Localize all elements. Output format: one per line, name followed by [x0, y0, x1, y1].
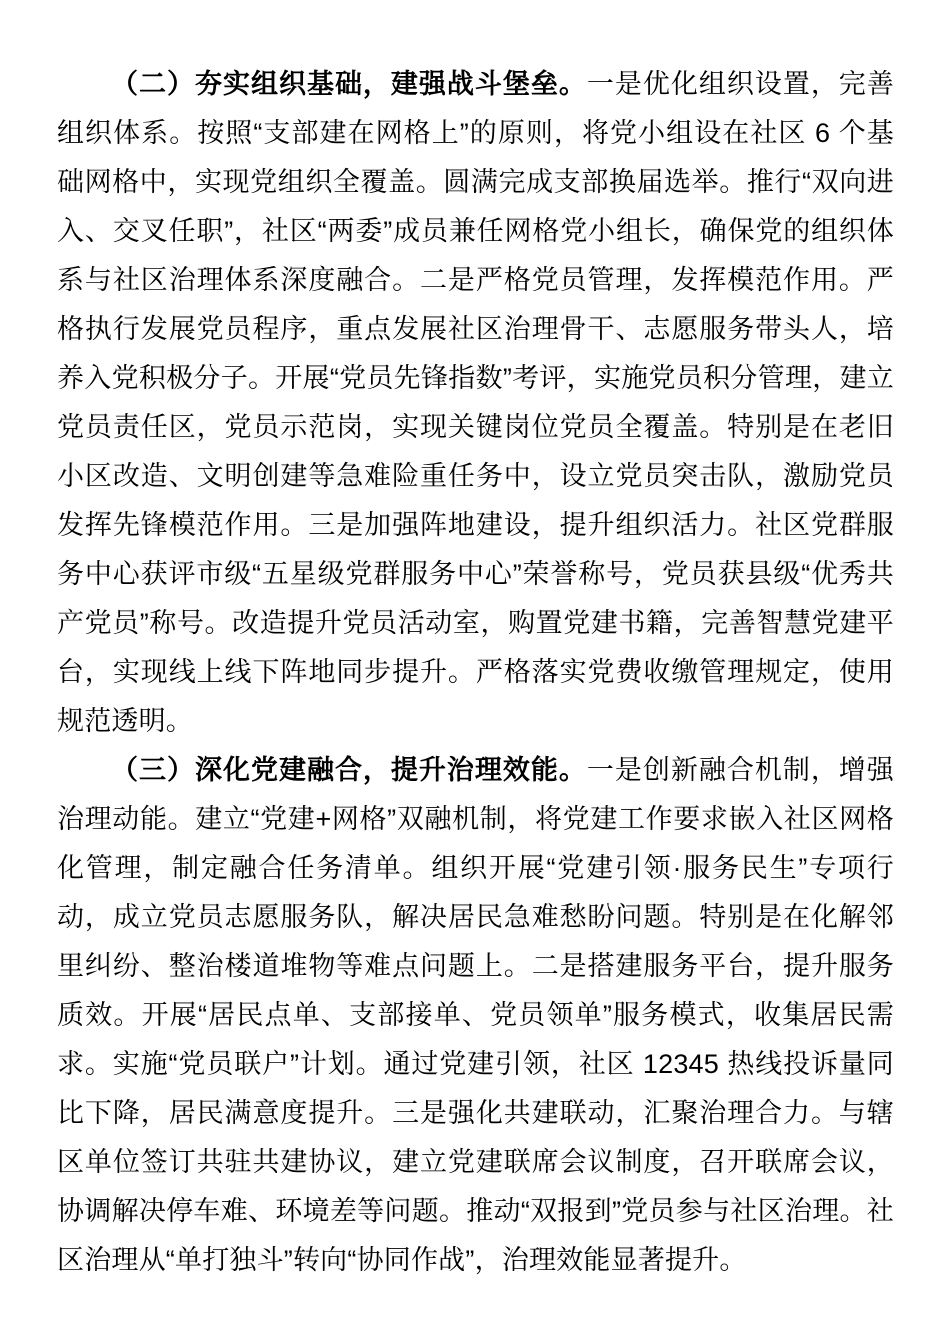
paragraph-lead: （二）夯实组织基础，建强战斗堡垒。 — [111, 69, 587, 99]
paragraph — [57, 746, 894, 1285]
paragraph-body: 一是优化组织设置，完善组织体系。按照“支部建在网格上”的原则，将党小组设在社区 6 个基础网格中，实现党组织全覆盖。圆满完成支部换届选举。推行“双向进入、交叉任职”，社区“两委”成员兼任网格党小组长，确保党的组织体系与社区治理体系深度融合。二是严格党员管理，发挥模范作用。严格执行发展党员程序，重点发展社区治理骨干、志愿服务带头人，培养入党积极分子。开展“党员先锋指数”考评，实施党员积分管理，建立党员责任区，党员示范岗，实现关键岗位党员全覆盖。特别是在老旧小区改造、文明创建等急难险重任务中，设立党员突击队，激励党员发挥先锋模范作用。三是加强阵地建设，提升组织活力。社区党群服务中心获评市级“五星级党群服务中心”荣誉称号，党员获县级“优秀共产党员”称号。改造提升党员活动室，购置党建书籍，完善智慧党建平台，实现线上线下阵地同步提升。严格落实党费收缴管理规定，使用规范透明。 — [57, 69, 894, 736]
paragraph — [57, 60, 894, 746]
paragraph-body: 一是创新融合机制，增强治理动能。建立“党建+网格”双融机制，将党建工作要求嵌入社区网格化管理，制定融合任务清单。组织开展“党建引领·服务民生”专项行动，成立党员志愿服务队，解决居民急难愁盼问题。特别是在化解邻里纠纷、整治楼道堆物等难点问题上。二是搭建服务平台，提升服务质效。开展“居民点单、支部接单、党员领单”服务模式，收集居民需求。实施“党员联户”计划。通过党建引领，社区 12345 热线投诉量同比下降，居民满意度提升。三是强化共建联动，汇聚治理合力。与辖区单位签订共驻共建协议，建立党建联席会议制度，召开联席会议，协调解决停车难、环境差等问题。推动“双报到”党员参与社区治理。社区治理从“单打独斗”转向“协同作战”，治理效能显著提升。 — [57, 755, 894, 1275]
paragraph-lead: （三）深化党建融合，提升治理效能。 — [111, 755, 587, 785]
